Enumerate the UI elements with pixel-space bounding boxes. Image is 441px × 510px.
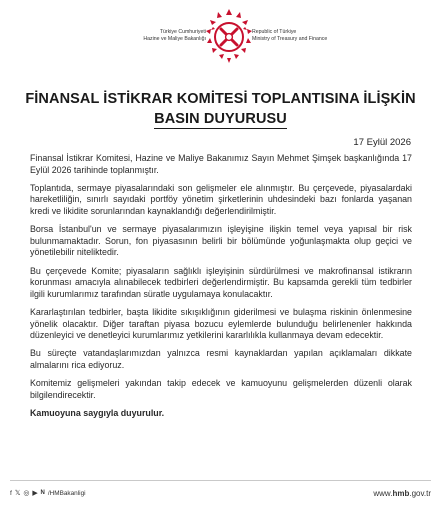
facebook-icon[interactable]: f: [10, 489, 12, 497]
letterhead: [0, 2, 441, 68]
body-paragraph: Bu süreçte vatandaşlarımızdan yalnızca resmi kaynaklardan yapılan açıklamaları dikkate almalarını rica ediyoruz.: [30, 348, 412, 370]
document-body: [30, 153, 412, 426]
website-link[interactable]: [373, 489, 431, 498]
ministry-name-en-line1: Republic of Türkiye: [252, 29, 297, 35]
body-paragraph: Toplantıda, sermaye piyasalarındaki son gelişmeler ele alınmıştır. Bu çerçevede, piyasalardaki hareketliliğin, sınırlı sayıdaki portföy yönetim şirketlerinin uhdesindeki bazı fonlarda yaşanan kredi ve likidite sorunlarından kaynaklandığı değerlendirilmiştir.: [30, 182, 412, 216]
ministry-name-tr: [96, 29, 206, 43]
social-links: [10, 489, 86, 497]
body-paragraph: Borsa İstanbul'un ve sermaye piyasalarımızın işleyişine ilişkin temel veya yapısal bir risk bulunmamaktadır. Sorun, fon piyasasının belirli bir bölümünde yoğunlaşmakta olup geçici ve yönetilebilir niteliktedir.: [30, 224, 412, 258]
ministry-name-en-line2: Ministry of Treasury and Finance: [252, 36, 328, 42]
footer: [10, 487, 431, 503]
website-prefix: www.: [373, 489, 393, 498]
ministry-name-tr-line1: Türkiye Cumhuriyeti: [159, 29, 206, 35]
ministry-name-en: [252, 29, 372, 43]
body-paragraph: Komitemiz gelişmeleri yakından takip edecek ve kamuoyunu gelişmelerden düzenli olarak bilgilendirecektir.: [30, 378, 412, 400]
youtube-icon[interactable]: ▶: [32, 490, 38, 497]
footer-divider: [10, 480, 431, 481]
ministry-emblem-icon: [204, 8, 254, 66]
document-title: [0, 89, 441, 129]
document-date: 17 Eylül 2026: [353, 137, 411, 148]
body-paragraph: Finansal İstikrar Komitesi, Hazine ve Maliye Bakanımız Sayın Mehmet Şimşek başkanlığında 17 Eylül 2026 tarihinde toplanmıştır.: [30, 153, 412, 175]
website-domain: hmb: [392, 489, 410, 498]
ministry-name-tr-line2: Hazine ve Maliye Bakanlığı: [143, 36, 206, 42]
closing-statement: Kamuoyuna saygıyla duyurulur.: [30, 407, 165, 418]
body-paragraph: Bu çerçevede Komite; piyasaların sağlıklı işleyişinin sürdürülmesi ve makrofinansal istikrarın korunması amacıyla alınabilecek tedbirleri değerlendirmiştir. Bu kapsamda gerekli tüm tedbirler ilgili kurumlarımız tarafından süratle uygulamaya konulacaktır.: [30, 265, 412, 299]
x-icon[interactable]: 𝕏: [14, 490, 21, 497]
social-handle[interactable]: /HMBakanligi: [47, 489, 86, 497]
instagram-icon[interactable]: ◎: [23, 490, 30, 497]
title-line-2: BASIN DUYURUSU: [154, 111, 287, 127]
nsosyal-icon[interactable]: N: [40, 490, 45, 496]
website-suffix: .gov.tr: [409, 489, 431, 498]
body-paragraph: Kararlaştırılan tedbirler, başta likidite sıkışıklığının giderilmesi ve bulaşma riskinin önlenmesine yönelik olacaktır. Diğer taraftan piyasa bozucu eylemlerde bulunduğu belirlenenler hakkında düzenleyici ve denetleyici kurumlarımız yetkilerini kararlılıkla kullanmaya devam edecektir.: [30, 306, 412, 341]
title-line-1: FİNANSAL İSTİKRAR KOMİTESİ TOPLANTISINA İLİŞKİN: [25, 91, 416, 107]
